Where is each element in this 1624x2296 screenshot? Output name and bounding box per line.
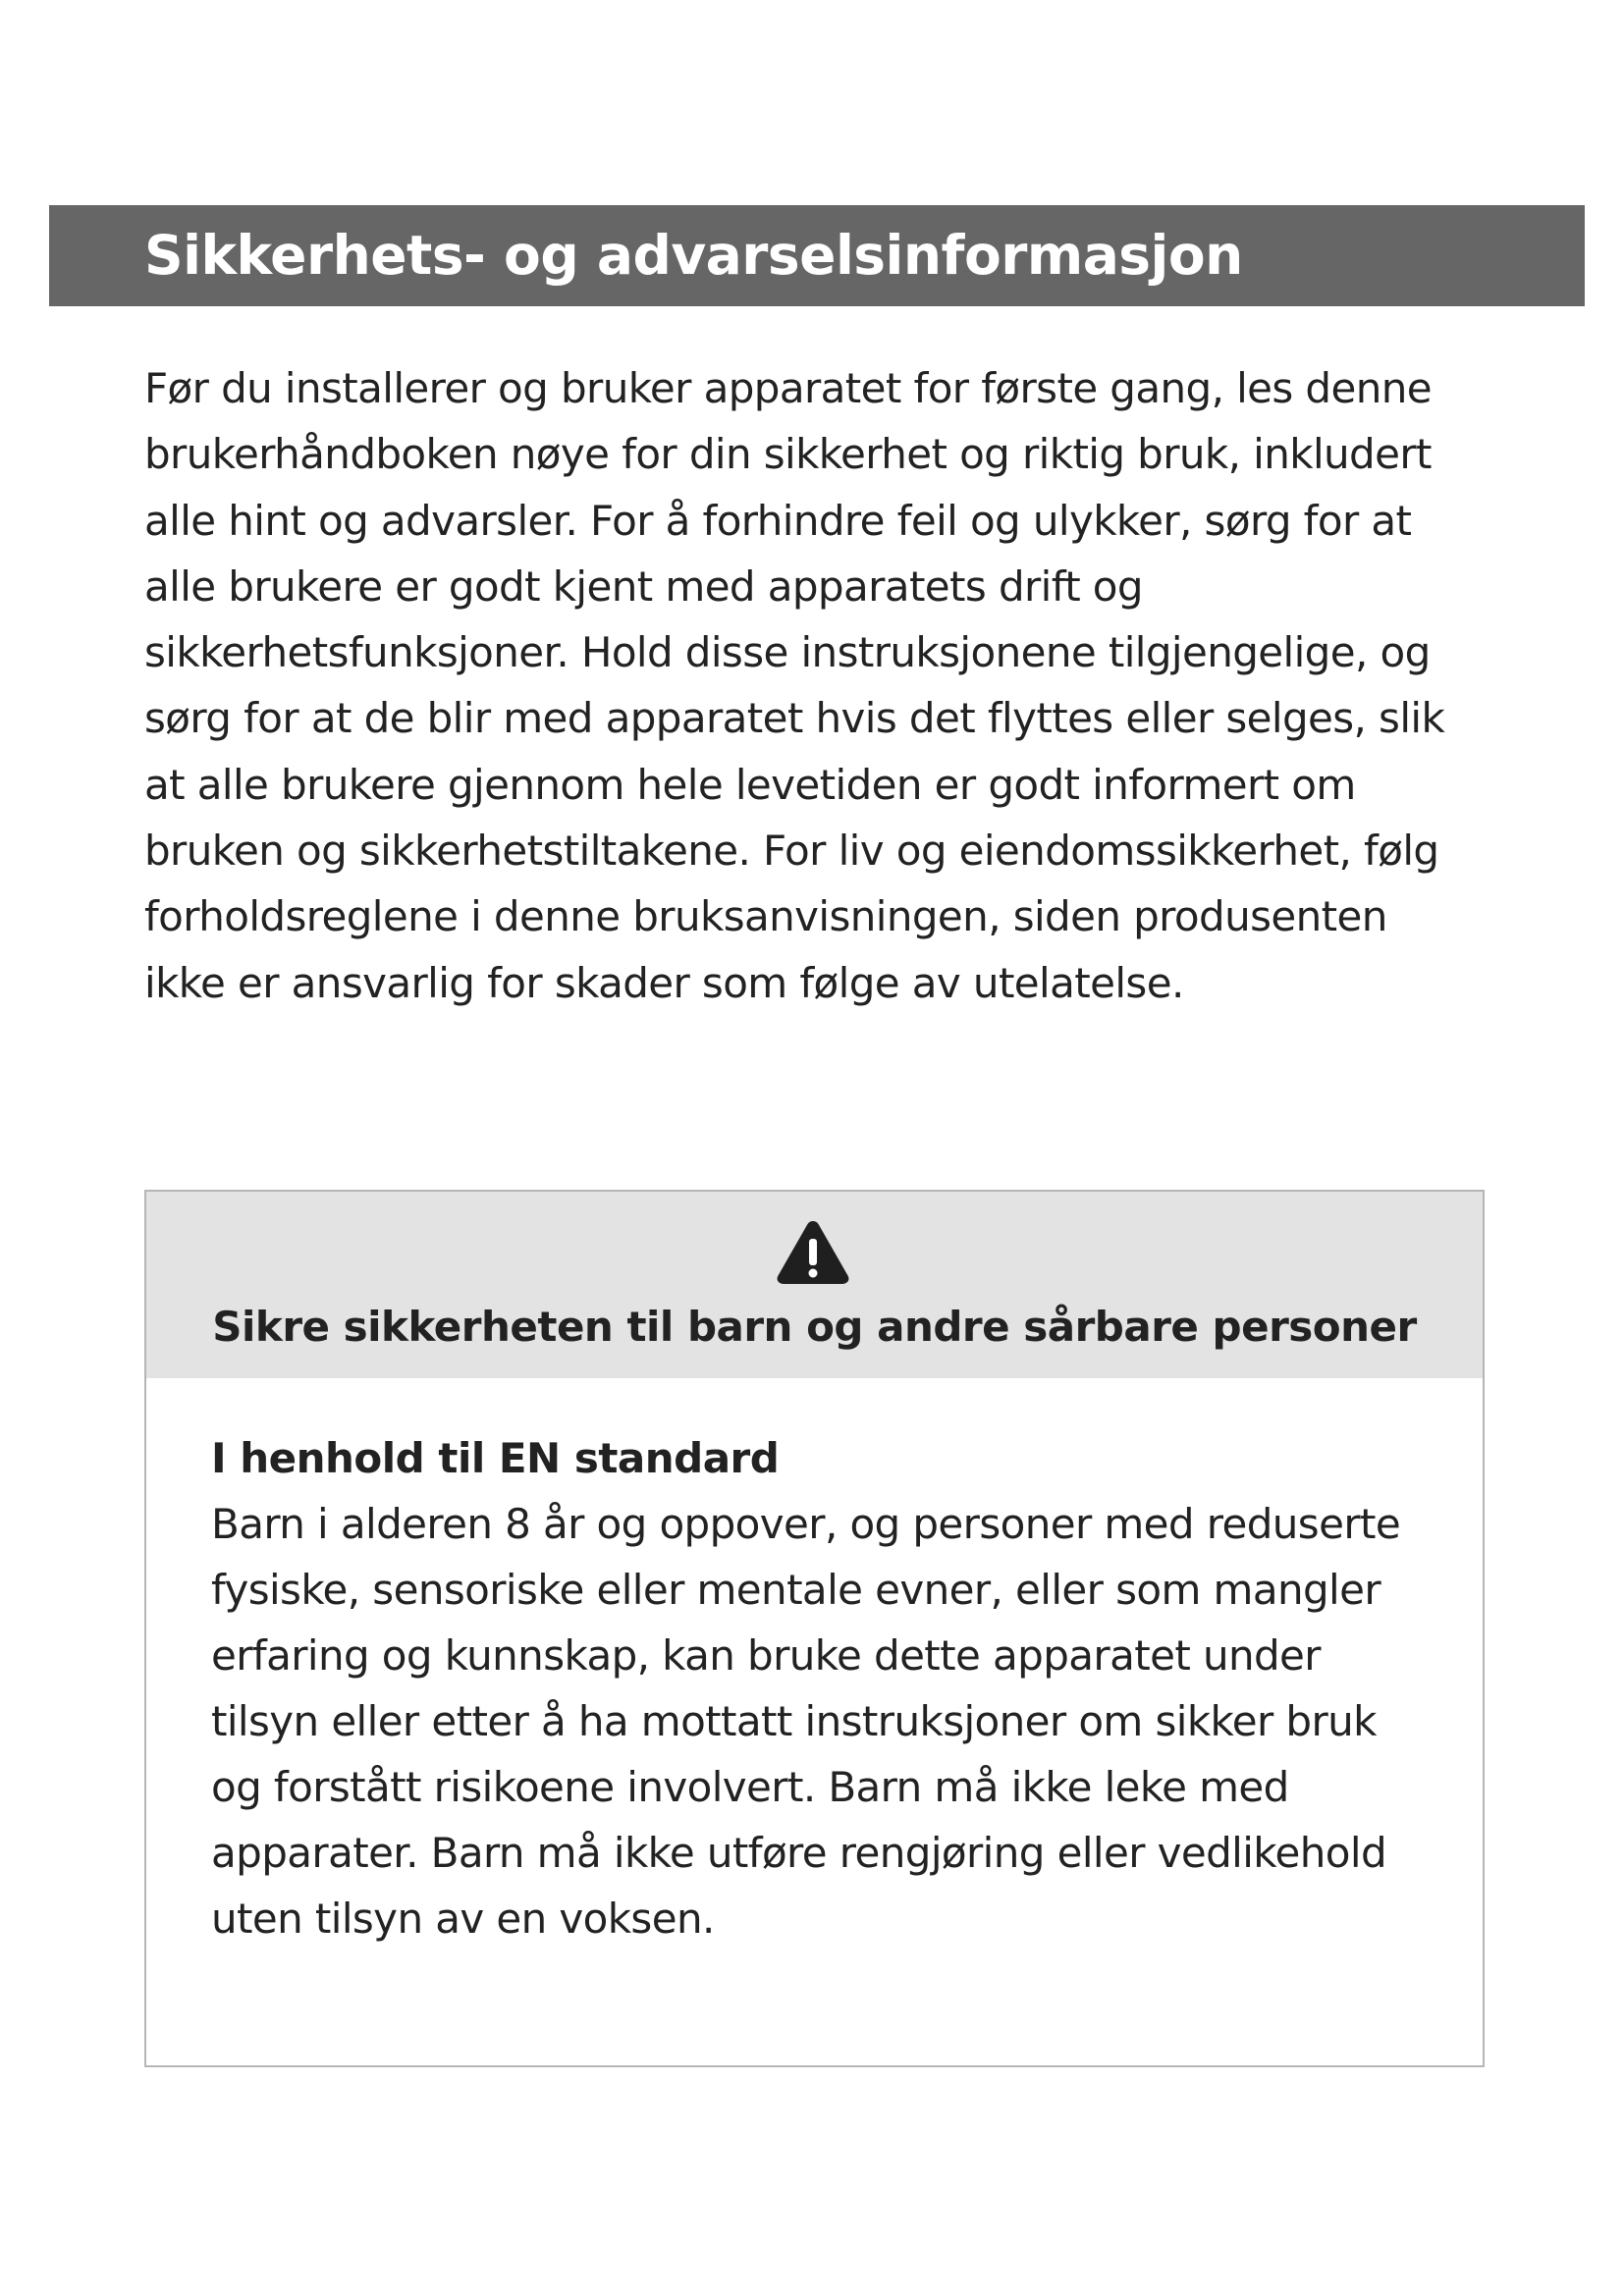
warning-box-header bbox=[146, 1192, 1483, 1378]
warning-box-body bbox=[211, 1425, 1438, 1951]
intro-paragraph: Før du installerer og bruker apparatet for første gang, les denne brukerhåndboken nøye for din sikkerhet og riktig bruk, inkludert alle hint og advarsler. For å forhindre feil og ulykker, sørg for at alle brukere er godt kjent med apparatets drift og sikkerhetsfunksjoner. Hold disse instruksjonene tilgjengelige, og sørg for at de blir med apparatet hvis det flyttes eller selges, slik at alle brukere gjennom hele levetiden er godt informert om bruken og sikkerhetstiltakene. For liv og eiendomssikkerhet, følg forholdsreglene i denne bruksanvisningen, siden produsenten ikke er ansvarlig for skader som følge av utelatelse. bbox=[144, 364, 1445, 1007]
warning-box-text: Barn i alderen 8 år og oppover, og personer med reduserte fysiske, sensoriske eller mentale evner, eller som mangler erfaring og kunnskap, kan bruke dette apparatet under tilsyn eller etter å ha mottatt instruksjoner om sikker bruk og forstått risikoene involvert. Barn må ikke leke med apparater. Barn må ikke utføre rengjøring eller vedlikehold uten tilsyn av en voksen. bbox=[211, 1500, 1401, 1943]
warning-box-subtitle: I henhold til EN standard bbox=[211, 1434, 780, 1482]
warning-triangle-icon bbox=[776, 1219, 850, 1286]
warning-box-title: Sikre sikkerheten til barn og andre sårbare personer bbox=[212, 1303, 1417, 1351]
warning-box bbox=[144, 1190, 1485, 2067]
section-header bbox=[49, 205, 1585, 306]
section-title: Sikkerhets- og advarselsinformasjon bbox=[144, 224, 1243, 287]
